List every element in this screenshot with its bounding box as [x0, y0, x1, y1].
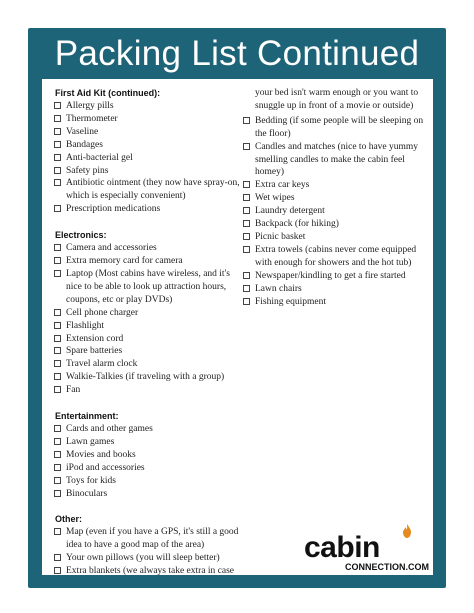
- item-label: Toys for kids: [66, 475, 117, 486]
- checkbox-icon[interactable]: [54, 425, 61, 432]
- item-label: Movies and books: [66, 449, 136, 460]
- checklist-item-your-own-pillows-you-will-sl[interactable]: [54, 552, 244, 565]
- checkbox-icon[interactable]: [243, 181, 250, 188]
- checklist-item-safety-pins[interactable]: [54, 165, 244, 178]
- flame-icon: [402, 524, 412, 538]
- checkbox-icon[interactable]: [243, 220, 250, 227]
- item-label: Bandages: [66, 139, 103, 150]
- item-label: Lawn games: [66, 436, 115, 447]
- continued-text: your bed isn't warm enough or you want to snuggle up in front of a movie or outside): [255, 88, 419, 111]
- checkbox-icon[interactable]: [54, 567, 61, 574]
- checklist-item-walkie-talkies-if-traveling-[interactable]: [54, 371, 244, 384]
- item-label: Binoculars: [66, 488, 108, 499]
- item-label: Extra blankets (we always take extra in case: [66, 566, 235, 577]
- item-label: Picnic basket: [255, 231, 306, 242]
- item-label: Vaseline: [66, 126, 99, 137]
- checklist-item-vaseline[interactable]: [54, 126, 244, 139]
- checklist-item-lawn-games[interactable]: [54, 436, 244, 449]
- item-label: Extra towels (cabins never come equipped with enough for showers and the hot tub): [255, 244, 417, 268]
- section-entertainment: [54, 410, 244, 500]
- item-label: Laundry detergent: [255, 206, 325, 217]
- checklist-item-travel-alarm-clock[interactable]: [54, 358, 244, 371]
- checkbox-icon[interactable]: [243, 233, 250, 240]
- section-heading: Other:: [55, 514, 82, 525]
- item-label: Prescription medications: [66, 204, 161, 215]
- checkbox-icon[interactable]: [54, 477, 61, 484]
- checkbox-icon[interactable]: [54, 128, 61, 135]
- checkbox-icon[interactable]: [243, 272, 250, 279]
- checkbox-icon[interactable]: [54, 373, 61, 380]
- item-label: Your own pillows (you will sleep better): [66, 553, 220, 564]
- item-label: Antibiotic ointment (they now have spray-on, which is especially convenient): [66, 178, 240, 202]
- checkbox-icon[interactable]: [54, 554, 61, 561]
- item-label: Fishing equipment: [255, 296, 326, 307]
- checklist-item-extra-blankets-we-always-tak[interactable]: [54, 565, 244, 578]
- item-label: Anti-bacterial gel: [66, 152, 133, 163]
- checkbox-icon[interactable]: [54, 360, 61, 367]
- checkbox-icon[interactable]: [243, 207, 250, 214]
- item-label: Cell phone charger: [66, 307, 139, 318]
- checklist-item-camera-and-accessories[interactable]: [54, 242, 244, 255]
- checklist-item-fan[interactable]: [54, 384, 244, 397]
- item-label: Flashlight: [66, 320, 105, 331]
- item-label: iPod and accessories: [66, 462, 145, 473]
- checkbox-icon[interactable]: [54, 464, 61, 471]
- checklist-item-extra-car-keys[interactable]: [243, 179, 427, 192]
- item-label: Walkie-Talkies (if traveling with a group): [66, 372, 225, 383]
- checkbox-icon[interactable]: [54, 257, 61, 264]
- checklist-item-spare-batteries[interactable]: [54, 345, 244, 358]
- checkbox-icon[interactable]: [54, 270, 61, 277]
- cabin-connection-logo: [304, 532, 444, 576]
- checkbox-icon[interactable]: [54, 244, 61, 251]
- checklist-item-antibiotic-ointment-they-now[interactable]: [54, 177, 244, 203]
- checkbox-icon[interactable]: [54, 309, 61, 316]
- section-heading: First Aid Kit (continued):: [55, 88, 161, 98]
- checklist-item-backpack-for-hiking[interactable]: [243, 218, 427, 231]
- item-label: Map (even if you have a GPS, it's still a good idea to have a good map of the area): [66, 527, 239, 551]
- item-label: Newspaper/kindling to get a fire started: [255, 270, 406, 281]
- checkbox-icon[interactable]: [54, 322, 61, 329]
- item-label: Wet wipes: [255, 193, 295, 204]
- checklist-item-extra-towels-cabins-never-co[interactable]: [243, 244, 427, 270]
- checkbox-icon[interactable]: [54, 102, 61, 109]
- checklist: [54, 242, 244, 397]
- item-label: Allergy pills: [66, 101, 114, 111]
- checkbox-icon[interactable]: [54, 451, 61, 458]
- checkbox-icon[interactable]: [54, 386, 61, 393]
- checklist-item-extra-memory-card-for-camera[interactable]: [54, 255, 244, 268]
- checklist-item-flashlight[interactable]: [54, 320, 244, 333]
- item-label: Extra car keys: [255, 180, 310, 191]
- right-column: [243, 87, 427, 308]
- checklist: [54, 423, 244, 500]
- logo-wordmark: cabin: [304, 531, 380, 564]
- section-heading: Entertainment:: [55, 411, 119, 422]
- checklist-item-bedding-if-some-people-will-[interactable]: [243, 115, 427, 141]
- checkbox-icon[interactable]: [243, 117, 250, 124]
- checkbox-icon[interactable]: [54, 205, 61, 212]
- checkbox-icon[interactable]: [54, 154, 61, 161]
- item-label: Camera and accessories: [66, 243, 157, 254]
- item-label: Safety pins: [66, 165, 109, 176]
- item-label: Fan: [66, 385, 81, 396]
- checklist: [54, 100, 244, 216]
- section-first-aid-kit-continued: [54, 87, 244, 216]
- right-checklist: [243, 115, 427, 309]
- checklist-item-newspaper-kindling-to-get-a-[interactable]: [243, 270, 427, 283]
- item-label: Backpack (for hiking): [255, 219, 339, 230]
- checklist-item-movies-and-books[interactable]: [54, 449, 244, 462]
- item-label: Thermometer: [66, 113, 118, 124]
- checklist-item-wet-wipes[interactable]: [243, 192, 427, 205]
- section-other: [54, 513, 244, 578]
- checkbox-icon[interactable]: [54, 490, 61, 497]
- checklist-item-picnic-basket[interactable]: [243, 231, 427, 244]
- item-label: Candles and matches (nice to have yummy smelling candles to make the cabin feel homey): [255, 141, 419, 178]
- checklist-item-prescription-medications[interactable]: [54, 203, 244, 216]
- checkbox-icon[interactable]: [54, 167, 61, 174]
- item-label: Laptop (Most cabins have wireless, and it's nice to be able to look up attraction hours, coupons, etc or play DVDs): [66, 268, 230, 305]
- checklist-item-toys-for-kids[interactable]: [54, 475, 244, 488]
- checklist-item-bandages[interactable]: [54, 139, 244, 152]
- item-label: Extra memory card for camera: [66, 256, 183, 267]
- item-label: Bedding (if some people will be sleeping on the floor): [255, 115, 424, 139]
- item-label: Cards and other games: [66, 424, 153, 435]
- page-title: Packing List Continued: [54, 34, 420, 73]
- checkbox-icon[interactable]: [54, 179, 61, 186]
- checklist-item-anti-bacterial-gel[interactable]: [54, 152, 244, 165]
- item-label: Lawn chairs: [255, 283, 302, 294]
- checklist-item-allergy-pills[interactable]: [54, 100, 244, 113]
- checkbox-icon[interactable]: [243, 285, 250, 292]
- checklist-item-laptop-most-cabins-have-wire[interactable]: [54, 268, 244, 307]
- checkbox-icon[interactable]: [54, 141, 61, 148]
- checkbox-icon[interactable]: [243, 298, 250, 305]
- checkbox-icon[interactable]: [243, 194, 250, 201]
- logo-domain: CONNECTION.COM: [345, 562, 429, 572]
- checklist-item-map-even-if-you-have-a-gps-i[interactable]: [54, 526, 244, 552]
- checklist: [54, 526, 244, 578]
- checkbox-icon[interactable]: [54, 438, 61, 445]
- checklist-item-laundry-detergent[interactable]: [243, 205, 427, 218]
- left-column: [54, 87, 244, 591]
- checkbox-icon[interactable]: [243, 143, 250, 150]
- checklist-panel: [42, 79, 433, 575]
- section-heading: Electronics:: [55, 230, 107, 241]
- section-electronics: [54, 229, 244, 397]
- checklist-item-binoculars[interactable]: [54, 488, 244, 501]
- checklist-item-extension-cord[interactable]: [54, 333, 244, 346]
- item-label: Extension cord: [66, 333, 124, 344]
- checkbox-icon[interactable]: [54, 335, 61, 342]
- checkbox-icon[interactable]: [54, 528, 61, 535]
- checklist-item-fishing-equipment[interactable]: [243, 296, 427, 309]
- checkbox-icon[interactable]: [54, 347, 61, 354]
- checklist-item-lawn-chairs[interactable]: [243, 283, 427, 296]
- item-label: Spare batteries: [66, 346, 123, 357]
- item-label: Travel alarm clock: [66, 359, 138, 370]
- checkbox-icon[interactable]: [54, 115, 61, 122]
- checklist-item-thermometer[interactable]: [54, 113, 244, 126]
- checklist-item-candles-and-matches-nice-to-[interactable]: [243, 141, 427, 180]
- checklist-item-cards-and-other-games[interactable]: [54, 423, 244, 436]
- checkbox-icon[interactable]: [243, 246, 250, 253]
- checklist-item-ipod-and-accessories[interactable]: [54, 462, 244, 475]
- checklist-item-cell-phone-charger[interactable]: [54, 307, 244, 320]
